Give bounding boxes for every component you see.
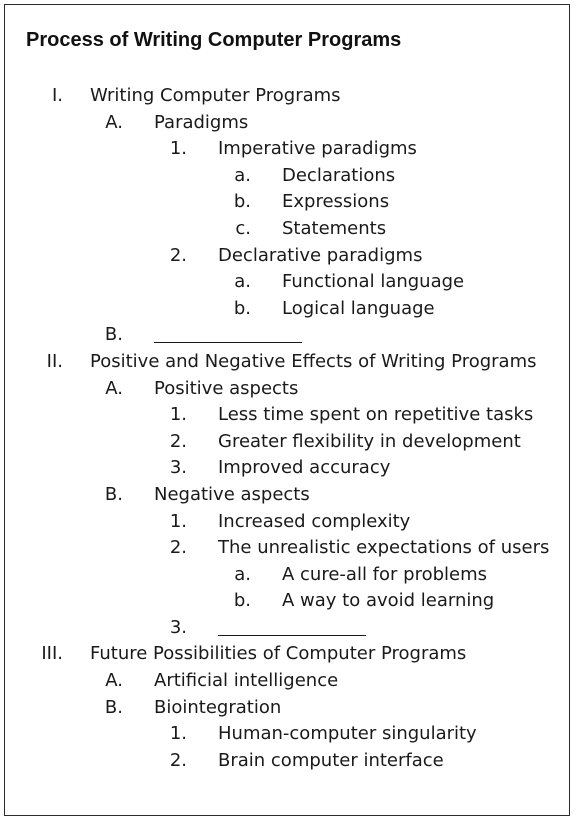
outline-item — [5, 750, 569, 777]
outline-item — [5, 165, 569, 192]
outline-text: Negative aspects — [154, 483, 310, 505]
outline-marker: a. — [234, 164, 251, 186]
outline-text: Brain computer interface — [218, 749, 444, 771]
outline-text: Increased complexity — [218, 510, 411, 532]
outline-item — [5, 511, 569, 538]
outline-blank-line — [218, 617, 366, 641]
outline-marker: II. — [46, 350, 63, 372]
outline-text: Less time spent on repetitive tasks — [218, 404, 534, 426]
outline-marker: b. — [233, 191, 251, 213]
outline-marker: 1. — [169, 723, 187, 745]
outline-marker: a. — [234, 563, 251, 585]
outline-marker: 2. — [169, 244, 187, 266]
outline-marker: B. — [104, 483, 123, 505]
outline-blank-line — [154, 324, 302, 348]
outline-marker: a. — [234, 271, 251, 293]
outline-text: Writing Computer Programs — [90, 85, 341, 106]
outline-item — [5, 643, 569, 670]
outline-text: Greater flexibility in development — [218, 430, 521, 452]
outline-marker: 3. — [169, 457, 187, 479]
outline-text: Declarative paradigms — [218, 244, 423, 266]
outline-marker: 1. — [169, 404, 187, 426]
outline-item — [5, 564, 569, 591]
outline-text: Future Possibilities of Computer Programs — [90, 643, 467, 665]
outline-marker: A. — [105, 670, 123, 692]
outline-text: Functional language — [282, 271, 465, 293]
outline-item — [5, 431, 569, 458]
outline-text: Imperative paradigms — [218, 138, 417, 160]
outline-item — [5, 723, 569, 750]
outline-item — [5, 378, 569, 405]
outline-marker: c. — [235, 217, 251, 239]
outline-text: Paradigms — [154, 111, 249, 133]
outline-marker: A. — [105, 111, 123, 133]
outline-item — [5, 298, 569, 325]
outline-text: Expressions — [282, 191, 390, 213]
outline-item — [5, 324, 569, 351]
outline-item — [5, 112, 569, 139]
outline-item — [5, 138, 569, 165]
outline-text: A way to avoid learning — [282, 590, 495, 612]
outline-item — [5, 218, 569, 245]
outline-text: Positive and Negative Effects of Writing Programs — [90, 350, 537, 372]
outline-item — [5, 590, 569, 617]
outline-marker: b. — [233, 297, 251, 319]
outline-item — [5, 271, 569, 298]
outline-item — [5, 85, 569, 112]
outline-text: The unrealistic expectations of users — [218, 537, 550, 559]
outline-text: Statements — [282, 217, 387, 239]
outline-marker: B. — [104, 696, 123, 718]
blank-underline — [218, 617, 366, 636]
outline-list — [5, 85, 569, 776]
outline-item — [5, 457, 569, 484]
outline-item — [5, 670, 569, 697]
outline-item — [5, 484, 569, 511]
blank-underline — [154, 324, 302, 343]
outline-item — [5, 537, 569, 564]
outline-text: Human-computer singularity — [218, 723, 477, 745]
outline-item — [5, 351, 569, 378]
outline-item — [5, 191, 569, 218]
document-title: Process of Writing Computer Programs — [26, 29, 402, 51]
document-page — [4, 4, 570, 816]
outline-marker: b. — [233, 590, 251, 612]
outline-item — [5, 245, 569, 272]
outline-text: Artificial intelligence — [154, 670, 339, 692]
outline-marker: B. — [104, 324, 123, 346]
outline-text: Biointegration — [154, 696, 282, 718]
outline-marker: 2. — [169, 430, 187, 452]
outline-text: Declarations — [282, 164, 396, 186]
outline-text: Improved accuracy — [218, 457, 391, 479]
outline-text: A cure-all for problems — [282, 563, 487, 585]
outline-marker: III. — [41, 643, 63, 665]
outline-marker: A. — [105, 377, 123, 399]
outline-marker: 2. — [169, 537, 187, 559]
outline-marker: 1. — [169, 138, 187, 160]
outline-item — [5, 697, 569, 724]
outline-marker: 3. — [169, 616, 187, 638]
outline-marker: I. — [51, 85, 63, 106]
outline-marker: 2. — [169, 749, 187, 771]
outline-marker: 1. — [169, 510, 187, 532]
outline-item — [5, 617, 569, 644]
outline-item — [5, 404, 569, 431]
outline-text: Positive aspects — [154, 377, 299, 399]
outline-text: Logical language — [282, 297, 435, 319]
